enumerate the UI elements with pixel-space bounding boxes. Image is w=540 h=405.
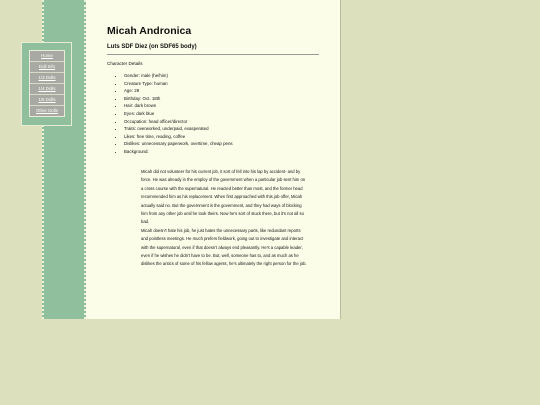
detail-gender: • Gender: male (he/him) [124,72,233,80]
detail-occupation: • Occupation: head officer/director [124,118,233,126]
detail-traits: • Traits: overworked, underpaid, exasperated [124,125,233,133]
nav-link-1-4-dolls[interactable]: 1/4 Dolls [30,84,64,95]
background-paragraph-1: Micah did not volunteer for his current job, it sort of fell into his lap by accident- and by force. He was already in the employ of the government when a particular job sent him on a cross course with the supernatural. He reacted better than most, and the former head recommended him as his replacement. When first approached with this job offer, Micah actually said no. But the government is the government, and they had ways of blocking him from any other job until he took theirs. Now he's sort of stuck there, but it's not all so bad. [141,169,306,225]
section-heading: Character Details [107,61,143,66]
detail-creature-type: • Creature Type: human [124,80,233,88]
detail-background: • Background: [124,148,233,156]
detail-likes: • Likes: free time, reading, coffee [124,133,233,141]
nav-link-doll-info[interactable]: Doll Info [30,62,64,73]
nav-menu [21,42,72,126]
background-paragraph-2: Micah doesn't hate his job, he just hates the unnecessary parts, like redundant reports and pointless meetings. He much prefers fieldwork, going out to investigate and interact with the supernatural, even if that doesn't always end pleasantly. He's a capable leader, even if he wishes he didn't have to be. But, well, someone has to, and as much as he dislikes the antics of some of his fellow agents, he's ultimately the right person for the job. [141,227,307,267]
page-title: Micah Andronica [107,25,192,37]
nav-link-other-dolls[interactable]: Other Dolls [36,108,58,113]
detail-dislikes: • Dislikes: unnecessary paperwork, overtime, cheap pens [124,140,233,148]
character-details-list [117,72,233,156]
nav-list [29,50,65,117]
divider [107,54,319,55]
page-subtitle: Luts SDF Diez (on SDF65 body) [107,44,197,50]
detail-birthday: • Birthday: Oct. 18th [124,95,233,103]
nav-link-1-3-dolls[interactable]: 1/3 Dolls [30,73,64,84]
nav-link-1-6-dolls[interactable]: 1/6 Dolls [30,95,64,106]
detail-age: • Age: 28 [124,87,233,95]
background-text [141,168,308,269]
detail-hair: • Hair: dark brown [124,102,233,110]
detail-eyes: • Eyes: dark blue [124,110,233,118]
nav-link-home[interactable]: Home [30,51,64,62]
